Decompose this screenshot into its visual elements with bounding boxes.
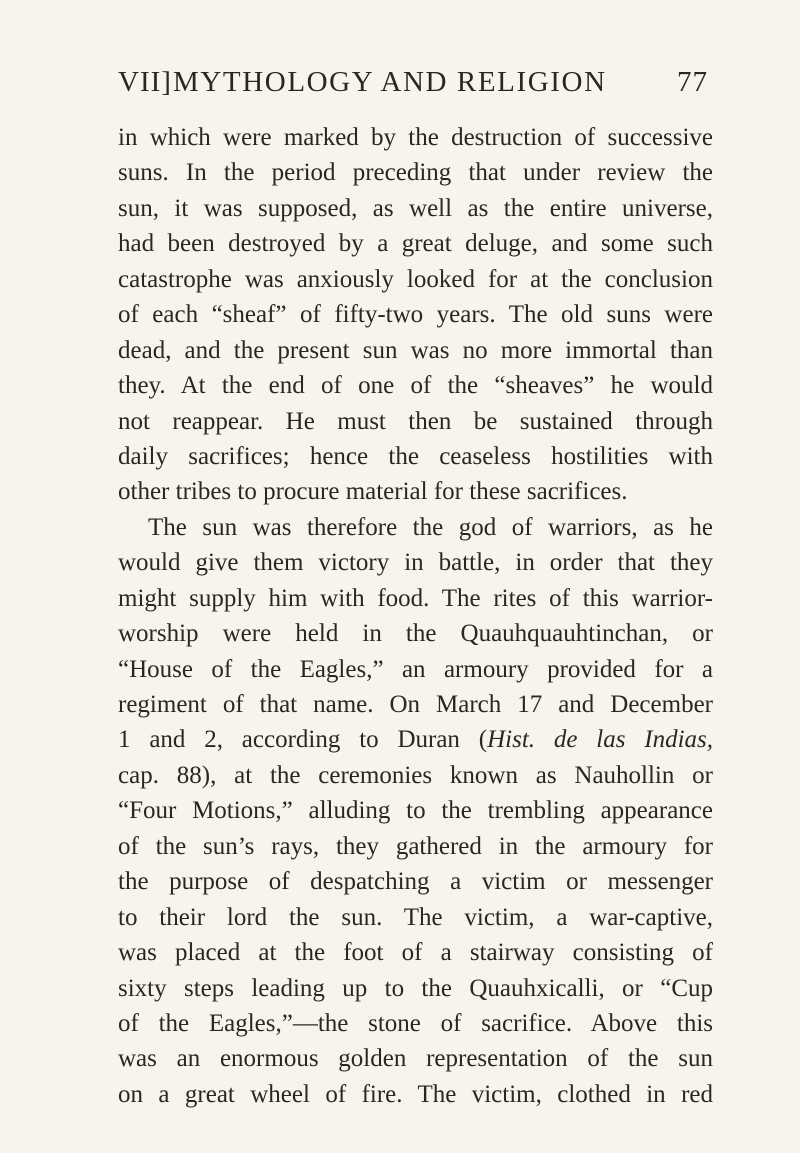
text-line: sixty steps leading up to the Quauhxicalli, or “Cup [118,974,713,1002]
text-line-with-citation [118,722,713,757]
text-line: suns. In the period preceding that under review the [118,159,713,187]
text-line: would give them victory in battle, in order that they [118,549,713,577]
text-line: of each “sheaf” of fifty-two years. The old suns were [118,301,713,329]
text-line: in which were marked by the destruction of successive [118,124,713,151]
text-line: of the Eagles,”—the stone of sacrifice. Above this [118,1009,713,1037]
text-line: was placed at the foot of a stairway consisting of [118,939,713,967]
text-line: dead, and the present sun was no more immortal than [118,336,713,364]
citation-title: Hist. de las Indias, [487,726,714,754]
text-line: of the sun’s rays, they gathered in the armoury for [118,832,713,860]
page-number: 77 [677,66,708,98]
running-header [118,66,708,106]
text-line: might supply him with food. The rites of this warrior- [118,584,713,612]
text-line: “Four Motions,” alluding to the trembling appearance [118,797,713,825]
text-line: daily sacrifices; hence the ceaseless hostilities with [118,442,713,470]
text-line: on a great wheel of fire. The victim, clothed in red [118,1080,713,1108]
text-line: cap. 88), at the ceremonies known as Nauhollin or [118,761,713,789]
body-text [118,120,713,1112]
text-line: not reappear. He must then be sustained through [118,407,713,435]
running-title: MYTHOLOGY AND RELIGION [173,66,607,98]
text-line: sun, it was supposed, as well as the entire universe, [118,194,713,222]
text-line: the purpose of despatching a victim or messenger [118,868,713,896]
text-line: The sun was therefore the god of warriors, as he [148,513,713,541]
text-segment: 1 and 2, according to Duran ( [118,726,488,754]
text-line: worship were held in the Quauhquauhtinchan, or [118,620,713,648]
text-line: was an enormous golden representation of the sun [118,1045,713,1073]
text-line: other tribes to procure material for these sacrifices. [118,478,628,506]
text-line: they. At the end of one of the “sheaves” he would [118,372,713,400]
text-line: regiment of that name. On March 17 and December [118,691,713,718]
text-line: “House of the Eagles,” an armoury provided for a [118,655,713,683]
chapter-marker: VII] [118,66,172,98]
text-line: catastrophe was anxiously looked for at the conclusion [118,265,713,293]
text-line: to their lord the sun. The victim, a war-captive, [118,903,713,931]
text-line: had been destroyed by a great deluge, and some such [118,230,713,258]
